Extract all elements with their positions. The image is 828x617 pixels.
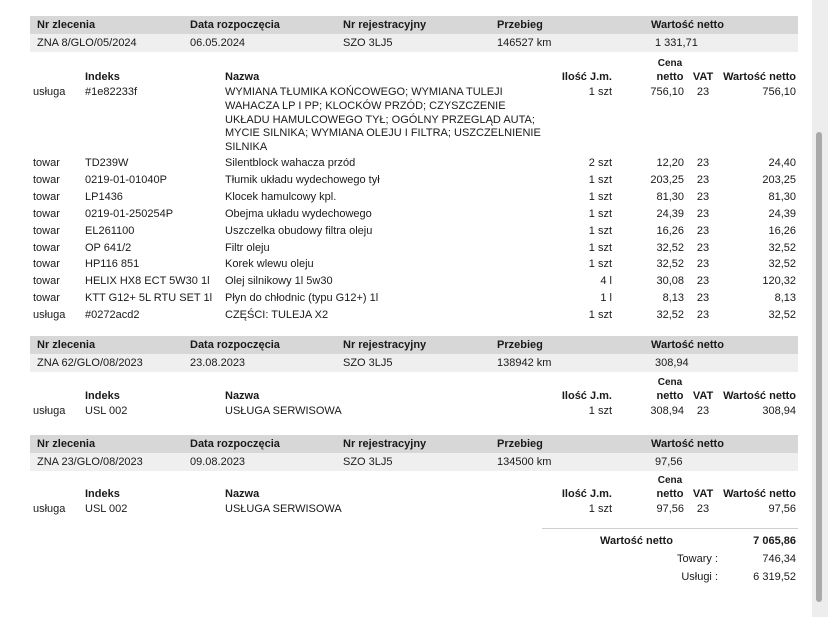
item-index: #0272acd2	[85, 309, 140, 322]
item-qty: 1 szt	[588, 207, 612, 220]
order-number: ZNA 8/GLO/05/2024	[37, 37, 137, 49]
item-name-line: Tłumik układu wydechowego tył	[225, 173, 380, 186]
item-name-line: Korek wlewu oleju	[225, 258, 314, 271]
order-mileage: 138942 km	[497, 357, 552, 369]
item-qty: 1 szt	[588, 503, 612, 515]
item-qty: 1 szt	[588, 173, 612, 186]
item-name-line: Uszczelka obudowy filtra oleju	[225, 224, 373, 237]
item-value: 32,52	[768, 258, 796, 271]
header-reg-no: Nr rejestracyjny	[343, 438, 427, 450]
scrollbar-thumb[interactable]	[816, 132, 822, 602]
col-price-top: Cena	[657, 377, 683, 388]
header-reg-no: Nr rejestracyjny	[343, 339, 427, 351]
item-type: towar	[33, 207, 60, 220]
item-index: USL 002	[85, 503, 128, 515]
col-net-value: Wartość netto	[723, 71, 796, 83]
order-net-value: 1 331,71	[655, 37, 698, 49]
item-index: OP 641/2	[85, 241, 132, 254]
header-start-date: Data rozpoczęcia	[190, 19, 280, 31]
col-price-top: Cena	[657, 475, 683, 486]
item-name-line: SILNIKA	[225, 141, 268, 154]
header-reg-no: Nr rejestracyjny	[343, 19, 427, 31]
item-vat: 23	[696, 224, 710, 237]
item-value: 203,25	[762, 173, 796, 186]
order-reg-no: SZO 3LJ5	[343, 357, 393, 369]
header-mileage: Przebieg	[497, 339, 543, 351]
item-qty: 1 szt	[588, 309, 612, 322]
col-price-bottom: netto	[656, 390, 684, 402]
summary-services-label: Usługi :	[681, 571, 718, 583]
order-start-date: 23.08.2023	[190, 357, 246, 369]
item-qty: 1 szt	[588, 86, 612, 98]
order-mileage: 146527 km	[497, 37, 552, 49]
header-order-no: Nr zlecenia	[37, 339, 96, 351]
col-qty: Ilość J.m.	[561, 488, 612, 500]
item-type: towar	[33, 241, 60, 254]
order-number: ZNA 23/GLO/08/2023	[37, 456, 143, 468]
col-net-value: Wartość netto	[723, 488, 796, 500]
item-vat: 23	[696, 241, 710, 254]
item-type: towar	[33, 190, 60, 203]
item-name-line: Olej silnikowy 1l 5w30	[225, 275, 333, 288]
item-index: EL261100	[85, 224, 135, 237]
order-mileage: 134500 km	[497, 456, 552, 468]
item-type: usługa	[33, 86, 66, 98]
item-value: 24,40	[768, 157, 796, 169]
item-index: HELIX HX8 ECT 5W30 1l	[85, 275, 210, 288]
item-index: #1e82233f	[85, 86, 137, 98]
item-name-line: USŁUGA SERWISOWA	[225, 405, 342, 417]
col-index: Indeks	[85, 71, 120, 83]
item-qty: 1 szt	[588, 405, 612, 417]
item-vat: 23	[696, 258, 710, 271]
item-name-line: WAHACZA LP I PP; KLOCKÓW PRZÓD; CZYSZCZENIE	[225, 99, 506, 112]
item-name-line: Silentblock wahacza przód	[225, 157, 356, 169]
order-start-date: 06.05.2024	[190, 37, 246, 49]
item-price: 32,52	[656, 309, 684, 322]
summary-goods-value: 746,34	[762, 553, 796, 565]
item-value: 97,56	[768, 503, 796, 515]
header-start-date: Data rozpoczęcia	[190, 438, 280, 450]
item-index: LP1436	[85, 190, 123, 203]
col-index: Indeks	[85, 390, 120, 402]
item-qty: 2 szt	[588, 157, 612, 169]
item-vat: 23	[696, 405, 710, 417]
item-index: KTT G12+ 5L RTU SET 1l	[85, 292, 213, 305]
item-price: 8,13	[662, 292, 684, 305]
item-price: 32,52	[656, 258, 684, 271]
col-name: Nazwa	[225, 488, 260, 500]
order-start-date: 09.08.2023	[190, 456, 246, 468]
col-qty: Ilość J.m.	[561, 390, 612, 402]
col-vat: VAT	[692, 390, 714, 402]
item-type: usługa	[33, 503, 66, 515]
col-name: Nazwa	[225, 71, 260, 83]
summary-total-label: Wartość netto	[600, 535, 673, 547]
col-name: Nazwa	[225, 390, 260, 402]
item-type: towar	[33, 173, 60, 186]
order-number: ZNA 62/GLO/08/2023	[37, 357, 143, 369]
header-net-value: Wartość netto	[651, 438, 724, 450]
col-price-bottom: netto	[656, 488, 684, 500]
item-name-line: WYMIANA TŁUMIKA KOŃCOWEGO; WYMIANA TULEJI	[225, 86, 503, 98]
header-order-no: Nr zlecenia	[37, 19, 96, 31]
order-reg-no: SZO 3LJ5	[343, 456, 393, 468]
item-vat: 23	[696, 292, 710, 305]
order-values-band	[30, 453, 798, 471]
item-type: towar	[33, 275, 60, 288]
item-qty: 1 l	[600, 292, 612, 305]
item-vat: 23	[696, 86, 710, 98]
summary-total-value: 7 065,86	[753, 535, 796, 547]
item-value: 756,10	[762, 86, 796, 98]
col-index: Indeks	[85, 488, 120, 500]
header-mileage: Przebieg	[497, 438, 543, 450]
header-start-date: Data rozpoczęcia	[190, 339, 280, 351]
item-price: 30,08	[656, 275, 684, 288]
item-vat: 23	[696, 173, 710, 186]
col-vat: VAT	[692, 488, 714, 500]
item-value: 16,26	[768, 224, 796, 237]
item-vat: 23	[696, 503, 710, 515]
col-net-value: Wartość netto	[723, 390, 796, 402]
item-value: 24,39	[768, 207, 796, 220]
item-type: towar	[33, 157, 60, 169]
item-price: 203,25	[650, 173, 684, 186]
item-name-line: Filtr oleju	[225, 241, 270, 254]
item-name-line: Obejma układu wydechowego	[225, 207, 372, 220]
header-order-no: Nr zlecenia	[37, 438, 96, 450]
item-qty: 1 szt	[588, 241, 612, 254]
item-name-line: Klocek hamulcowy kpl.	[225, 190, 337, 203]
item-value: 32,52	[768, 309, 796, 322]
item-price: 32,52	[656, 241, 684, 254]
item-index: HP116 851	[85, 258, 140, 271]
item-index: TD239W	[85, 157, 129, 169]
header-mileage: Przebieg	[497, 19, 543, 31]
item-type: towar	[33, 224, 60, 237]
item-vat: 23	[696, 275, 710, 288]
item-index: USL 002	[85, 405, 128, 417]
item-vat: 23	[696, 207, 710, 220]
item-value: 120,32	[762, 275, 796, 288]
item-index: 0219-01-01040P	[85, 173, 167, 186]
item-price: 16,26	[656, 224, 684, 237]
watermark: otomoto	[12, 591, 59, 606]
item-value: 8,13	[774, 292, 796, 305]
col-qty: Ilość J.m.	[561, 71, 612, 83]
summary-divider	[542, 528, 798, 529]
item-name-line: USŁUGA SERWISOWA	[225, 503, 342, 515]
item-index: 0219-01-250254P	[85, 207, 174, 220]
item-type: usługa	[33, 309, 66, 322]
item-value: 308,94	[762, 405, 796, 417]
summary-services-value: 6 319,52	[753, 571, 796, 583]
col-price-bottom: netto	[656, 71, 684, 83]
item-price: 756,10	[650, 86, 684, 98]
item-value: 32,52	[768, 241, 796, 254]
order-reg-no: SZO 3LJ5	[343, 37, 393, 49]
item-name-line: Płyn do chłodnic (typu G12+) 1l	[225, 292, 379, 305]
item-name-line: CZĘŚCI: TULEJA X2	[225, 309, 329, 322]
item-vat: 23	[696, 309, 710, 322]
summary-goods-label: Towary :	[677, 553, 718, 565]
item-qty: 4 l	[600, 275, 612, 288]
item-type: towar	[33, 292, 60, 305]
item-name-line: UKŁADU HAMULCOWEGO TYŁ; OGÓLNY PRZEGLĄD AUTA;	[225, 113, 535, 126]
header-net-value: Wartość netto	[651, 339, 724, 351]
item-type: usługa	[33, 405, 66, 417]
item-price: 308,94	[650, 405, 684, 417]
item-name-line: MYCIE SILNIKA; WYMIANA OLEJU I FILTRA; USZCZELNIENIE	[225, 127, 541, 140]
item-vat: 23	[696, 157, 710, 169]
item-price: 12,20	[656, 157, 684, 169]
item-vat: 23	[696, 190, 710, 203]
col-price-top: Cena	[657, 58, 683, 69]
item-qty: 1 szt	[588, 224, 612, 237]
item-qty: 1 szt	[588, 190, 612, 203]
col-vat: VAT	[692, 71, 714, 83]
item-price: 81,30	[656, 190, 684, 203]
item-price: 97,56	[656, 503, 684, 515]
order-net-value: 97,56	[655, 456, 683, 468]
item-value: 81,30	[768, 190, 796, 203]
order-net-value: 308,94	[655, 357, 689, 369]
item-qty: 1 szt	[588, 258, 612, 271]
item-price: 24,39	[656, 207, 684, 220]
header-net-value: Wartość netto	[651, 19, 724, 31]
item-type: towar	[33, 258, 60, 271]
